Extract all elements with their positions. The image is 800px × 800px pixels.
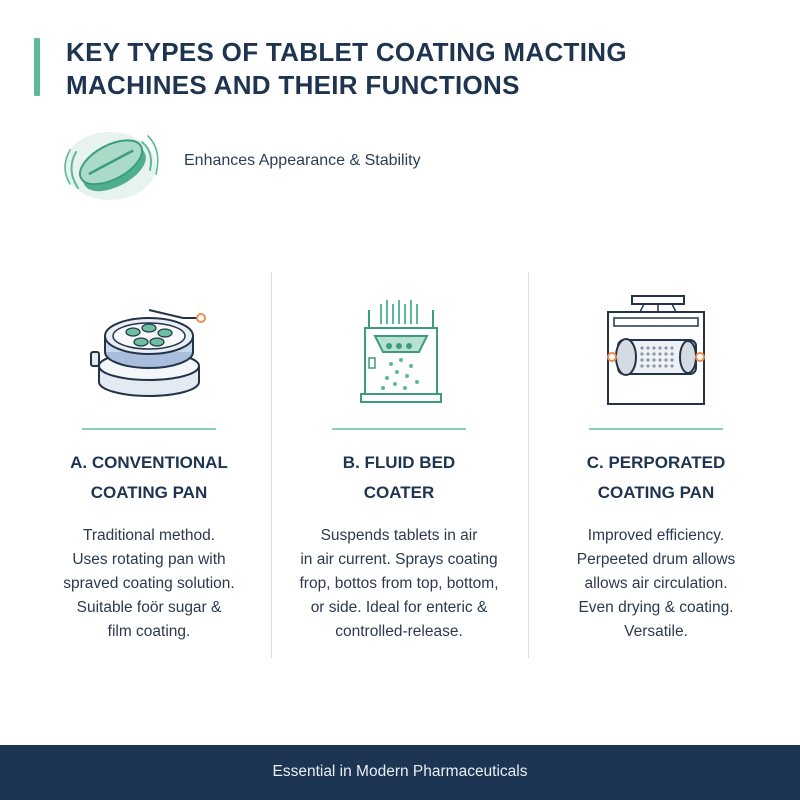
coating-pan-icon: [89, 290, 209, 410]
column-heading: A. CONVENTIONAL COATING PAN: [70, 453, 228, 502]
perforated-drum-icon: [596, 290, 716, 410]
footer-text: Essential in Modern Pharmaceuticals: [272, 763, 528, 780]
section-rule: [589, 428, 723, 430]
column-description: Traditional method. Uses rotating pan with spraved coating solution. Suitable foör sugar & film coating.: [63, 527, 235, 640]
column-fluid-bed: [284, 290, 514, 644]
section-rule: [332, 428, 466, 430]
column-perforated-pan: [541, 290, 771, 644]
column-heading: C. PERPORATED COATING PAN: [586, 453, 726, 502]
column-description: Suspends tablets in air in air current. Sprays coating frop, bottos from top, bottom, or side. Ideal for enteric & controlled-release.: [299, 527, 499, 640]
column-divider: [271, 272, 272, 658]
column-description: Improved efficiency. Perpeeted drum allows allows air circulation. Even drying & coating. Versatile.: [576, 527, 736, 640]
column-divider: [528, 272, 529, 658]
tablet-icon: [58, 118, 168, 208]
column-conventional-pan: [34, 290, 264, 644]
footer-banner: [0, 745, 800, 800]
section-rule: [82, 428, 216, 430]
fluid-bed-coater-icon: [339, 290, 459, 410]
column-heading: B. FLUID BED COATER: [342, 453, 456, 502]
hero-caption: Enhances Appearance & Stability: [184, 152, 421, 169]
title-accent-bar: [34, 38, 40, 96]
page-title: KEY TYPES OF TABLET COATING MACTING MACHINES AND THEIR FUNCTIONS: [66, 37, 627, 100]
